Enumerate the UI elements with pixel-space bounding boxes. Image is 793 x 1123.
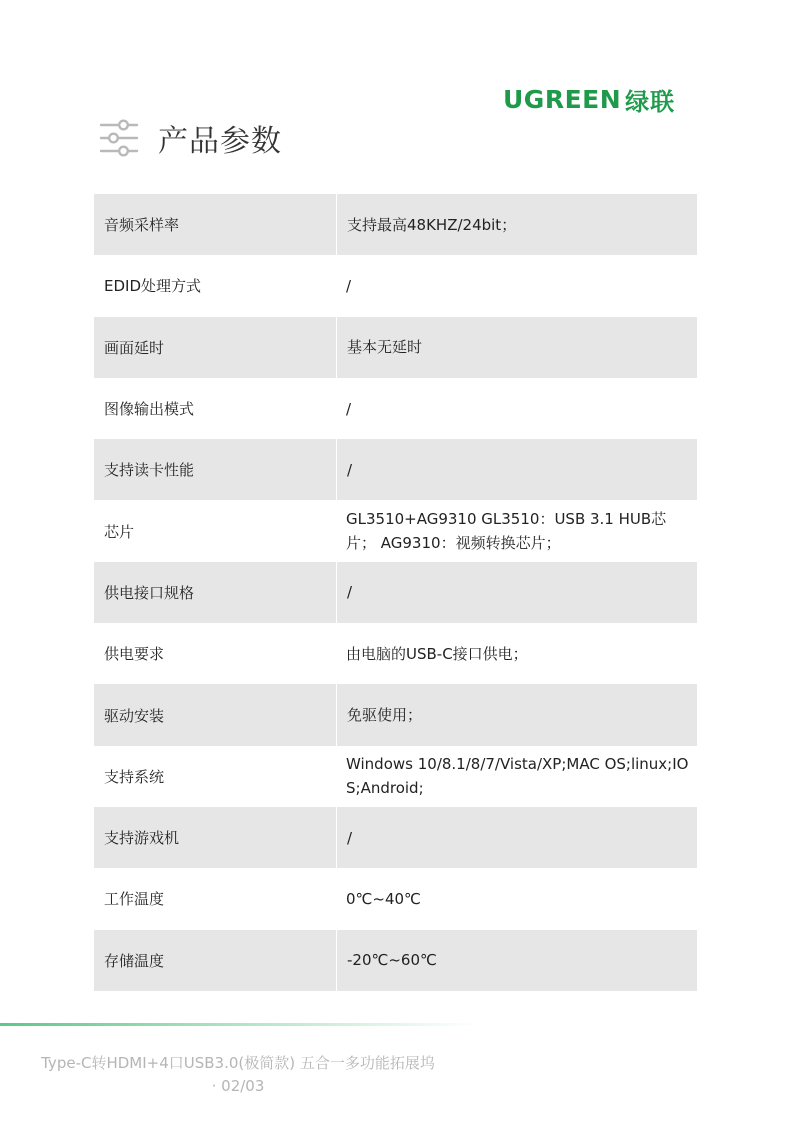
spec-row [94, 500, 697, 561]
brand-logo-cjk: 绿联 [625, 87, 676, 116]
spec-label: 支持游戏机 [104, 829, 180, 848]
spec-label: 画面延时 [104, 338, 165, 357]
spec-row [94, 378, 697, 439]
spec-label: 存储温度 [104, 951, 165, 970]
spec-row [94, 439, 697, 500]
footer-product-title: Type-C转HDMI+4口USB3.0(极简款) 五合一多功能拓展坞 [41, 1054, 435, 1072]
spec-label: 音频采样率 [104, 216, 180, 235]
spec-label: 供电要求 [104, 645, 165, 664]
section-title: 产品参数 [158, 124, 282, 159]
spec-label: 支持系统 [104, 767, 165, 786]
spec-value: 免驱使用； [336, 684, 697, 745]
spec-value: 0℃~40℃ [346, 889, 421, 908]
section-header [98, 116, 282, 160]
spec-value: / [336, 807, 697, 868]
settings-sliders-icon [98, 117, 140, 159]
spec-row [94, 255, 697, 316]
spec-label: 支持读卡性能 [104, 461, 195, 480]
spec-value: 基本无延时 [336, 317, 697, 378]
spec-value: 支持最高48KHZ/24bit； [336, 194, 697, 255]
spec-label: 图像输出模式 [104, 400, 195, 419]
spec-row [94, 930, 697, 991]
spec-value: Windows 10/8.1/8/7/Vista/XP;MAC OS;linux;IOS;Android; [346, 755, 689, 798]
spec-row [94, 317, 697, 378]
footer-divider [0, 1023, 480, 1026]
spec-value: GL3510+AG9310 GL3510：USB 3.1 HUB芯片； AG9310：视频转换芯片； [346, 510, 667, 553]
spec-value: / [336, 562, 697, 623]
spec-table [94, 194, 697, 991]
brand-logo-latin: UGREEN [503, 84, 622, 114]
brand-logo [503, 82, 675, 116]
spec-row [94, 194, 697, 255]
spec-value: / [346, 399, 352, 418]
spec-value: 由电脑的USB-C接口供电； [346, 644, 528, 663]
spec-label: EDID处理方式 [104, 277, 202, 296]
spec-label: 芯片 [104, 522, 135, 541]
spec-row [94, 746, 697, 807]
spec-label: 工作温度 [104, 890, 165, 909]
spec-label: 供电接口规格 [104, 583, 195, 602]
spec-value: -20℃~60℃ [336, 930, 697, 991]
spec-row [94, 684, 697, 745]
spec-value: / [336, 439, 697, 500]
spec-row [94, 623, 697, 684]
spec-value: / [346, 276, 352, 295]
spec-label: 驱动安装 [104, 706, 165, 725]
spec-row [94, 807, 697, 868]
spec-row [94, 562, 697, 623]
spec-row [94, 868, 697, 929]
page-number: · 02/03 [211, 1077, 265, 1095]
